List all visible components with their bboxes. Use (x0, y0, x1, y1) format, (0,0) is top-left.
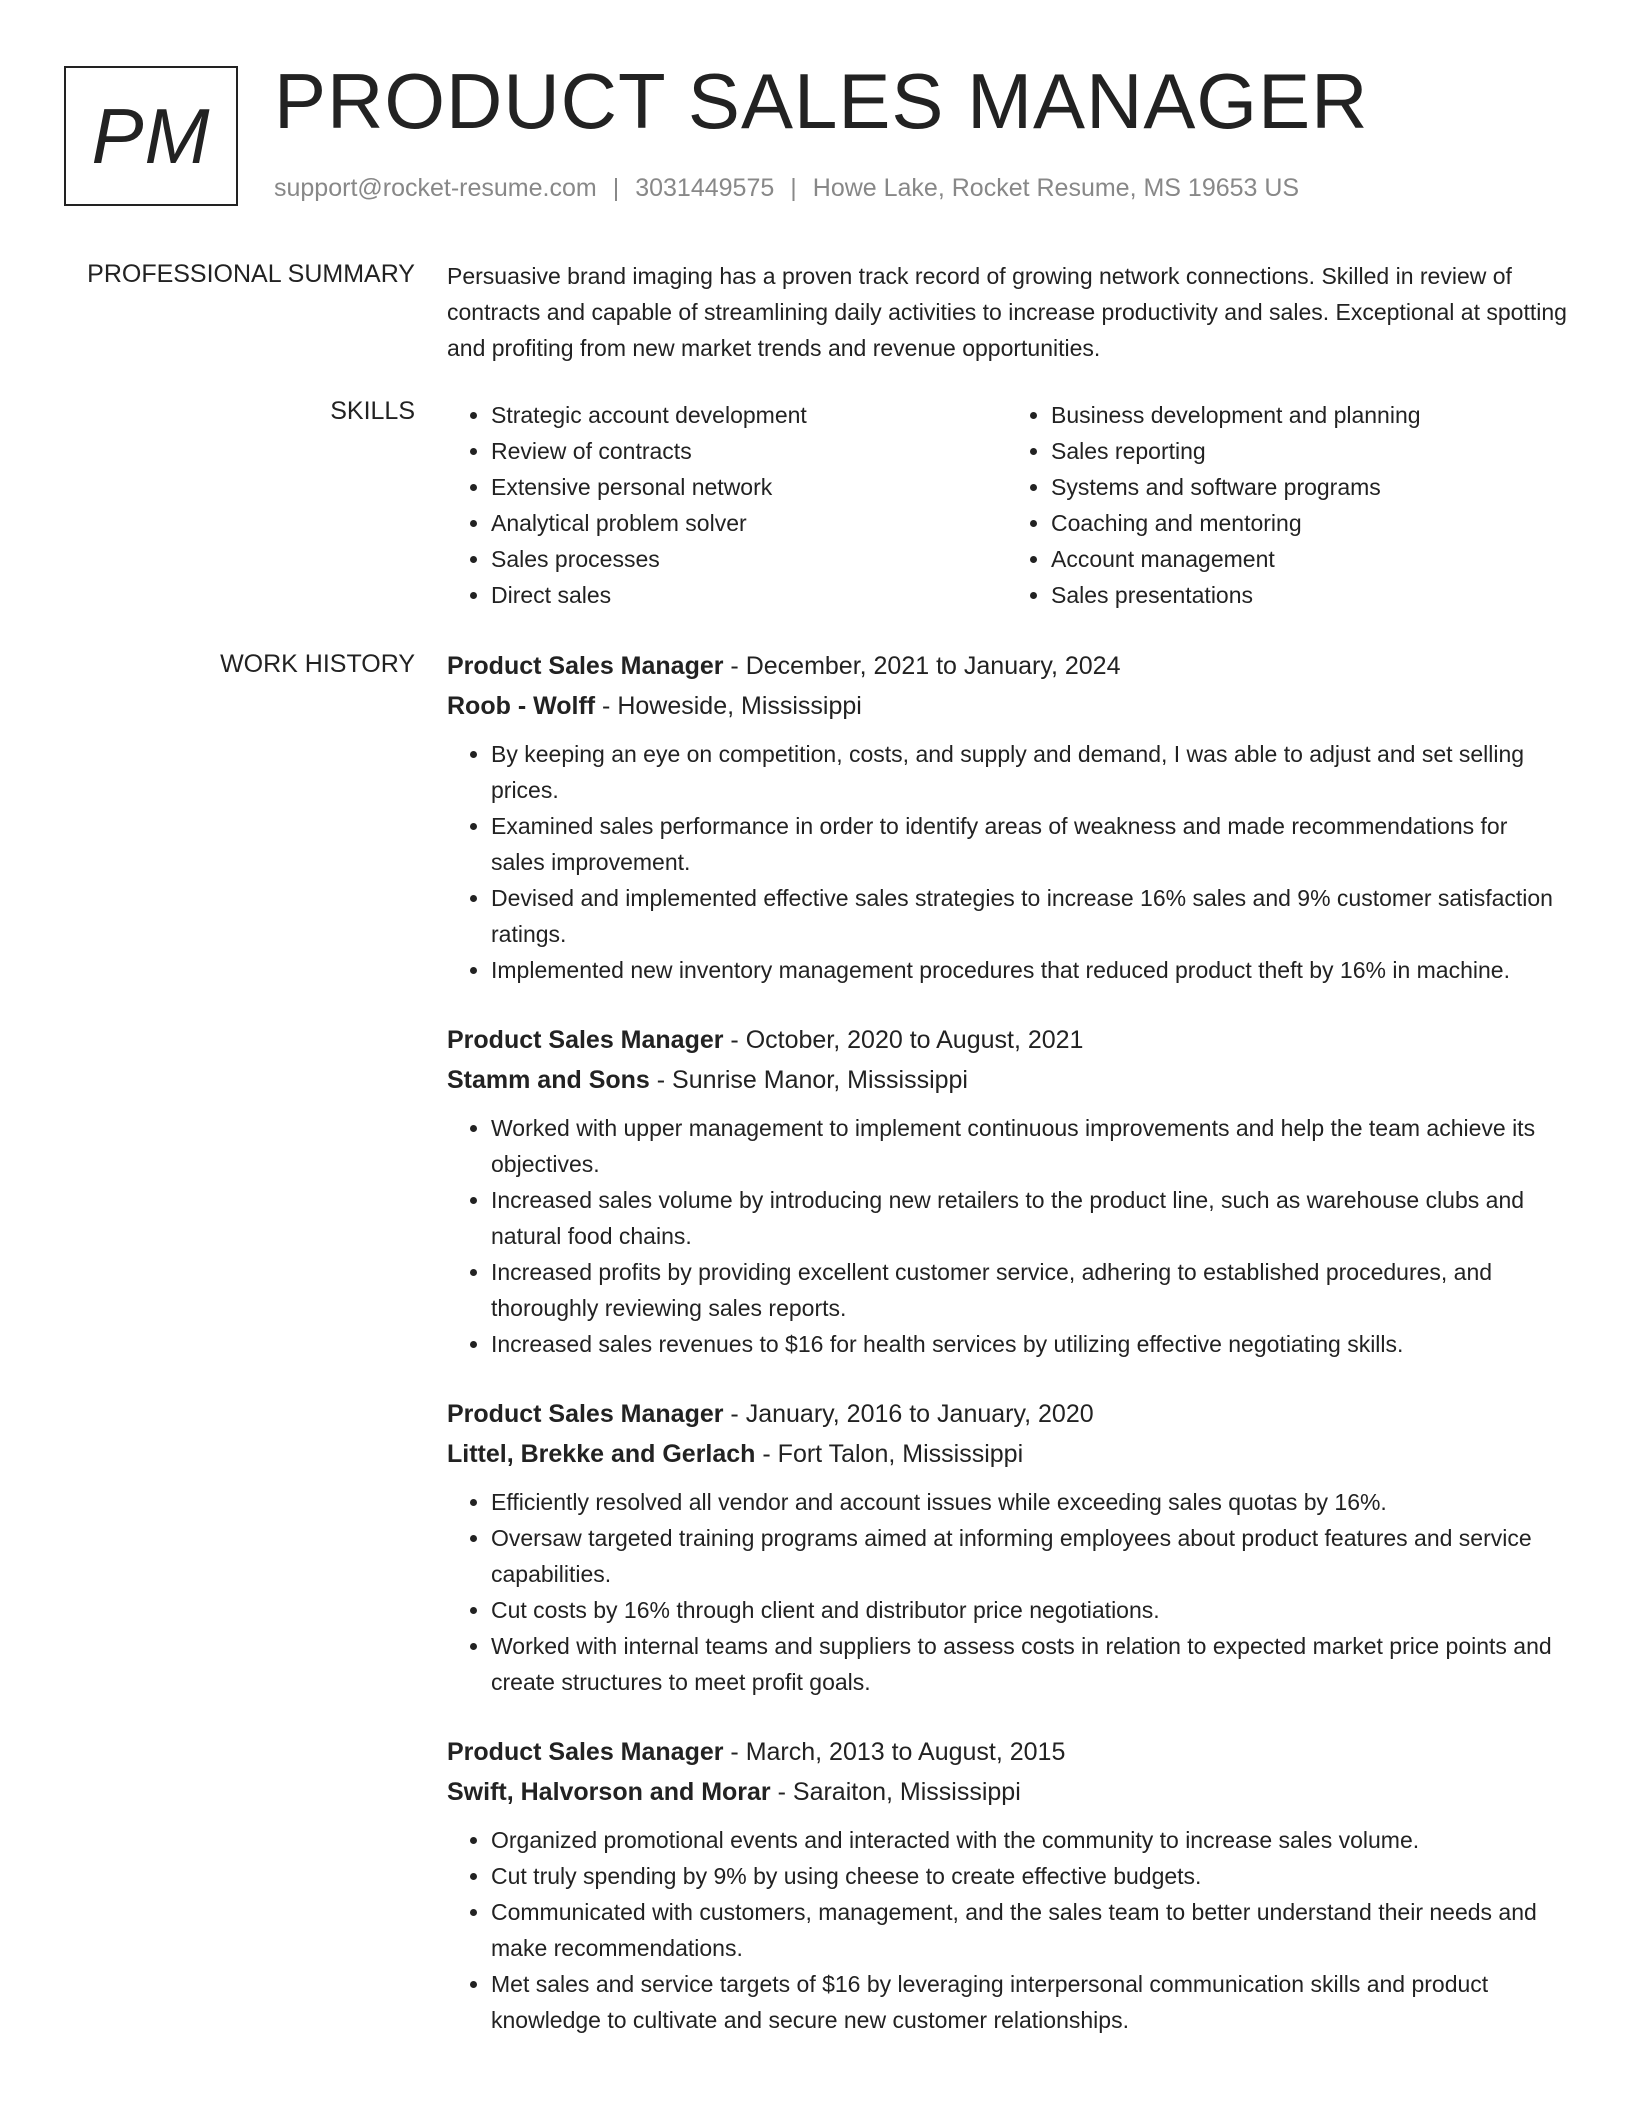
job-entry (447, 1732, 1567, 2038)
job-company: Roob - Wolff (447, 692, 596, 720)
job-location: - Fort Talon, Mississippi (755, 1440, 1024, 1468)
job-bullet: • Worked with internal teams and suppliers to assess costs in relation to expected market price points and create structures to meet profit goals. (491, 1628, 1567, 1700)
job-bullet: • Examined sales performance in order to identify areas of weakness and made recommendations for sales improvement. (491, 808, 1567, 880)
job-dates: - January, 2016 to January, 2020 (723, 1400, 1094, 1428)
job-title: Product Sales Manager (447, 652, 724, 680)
job-company-line (447, 1772, 1567, 1812)
contact-email[interactable]: support@rocket-resume.com (274, 174, 597, 202)
job-bullet: • Met sales and service targets of $16 by leveraging interpersonal communication skills and product knowledge to cultivate and secure new customer relationships. (491, 1966, 1567, 2038)
job-bullet: • Cut costs by 16% through client and distributor price negotiations. (491, 1592, 1567, 1628)
job-entry (447, 1020, 1567, 1362)
job-bullets (447, 1110, 1567, 1362)
skill-item: • Account management (1051, 541, 1567, 577)
job-title-line (447, 1732, 1567, 1772)
job-company: Stamm and Sons (447, 1066, 650, 1094)
resume-title: PRODUCT SALES MANAGER (274, 57, 1369, 145)
skills-list-right (1007, 397, 1567, 613)
job-bullet: • Oversaw targeted training programs aimed at informing employees about product features and service capabilities. (491, 1520, 1567, 1592)
job-bullet: • Devised and implemented effective sales strategies to increase 16% sales and 9% customer satisfaction ratings. (491, 880, 1567, 952)
job-bullet: • Communicated with customers, management, and the sales team to better understand their needs and make recommendations. (491, 1894, 1567, 1966)
skill-item: • Sales presentations (1051, 577, 1567, 613)
job-title: Product Sales Manager (447, 1738, 724, 1766)
job-location: - Saraiton, Mississippi (770, 1778, 1021, 1806)
job-dates: - October, 2020 to August, 2021 (723, 1026, 1084, 1054)
job-title-line (447, 1020, 1567, 1060)
job-bullet: • Organized promotional events and interacted with the community to increase sales volume. (491, 1822, 1567, 1858)
job-bullet: • Implemented new inventory management procedures that reduced product theft by 16% in machine. (491, 952, 1567, 988)
monogram-box (64, 66, 238, 206)
contact-address: Howe Lake, Rocket Resume, MS 19653 US (812, 174, 1300, 202)
job-bullets (447, 1822, 1567, 2038)
job-company-line (447, 1060, 1567, 1100)
work-history-label: WORK HISTORY (220, 650, 415, 678)
job-company-line (447, 1434, 1567, 1474)
skill-item: • Review of contracts (491, 433, 1007, 469)
job-bullet: • Efficiently resolved all vendor and account issues while exceeding sales quotas by 16%. (491, 1484, 1567, 1520)
job-bullet: • Worked with upper management to implement continuous improvements and help the team achieve its objectives. (491, 1110, 1567, 1182)
skills-columns (447, 397, 1567, 613)
skills-list-left (447, 397, 1007, 613)
job-title-line (447, 1394, 1567, 1434)
skill-item: • Analytical problem solver (491, 505, 1007, 541)
job-company: Swift, Halvorson and Morar (447, 1778, 771, 1806)
contact-separator: | (612, 174, 620, 202)
job-bullet: • Increased sales revenues to $16 for health services by utilizing effective negotiating skills. (491, 1326, 1567, 1362)
skills-body (447, 397, 1567, 613)
job-title: Product Sales Manager (447, 1400, 724, 1428)
job-entry (447, 1394, 1567, 1700)
job-location: - Sunrise Manor, Mississippi (649, 1066, 968, 1094)
job-bullet: • Increased profits by providing excellent customer service, adhering to established procedures, and thoroughly reviewing sales reports. (491, 1254, 1567, 1326)
skill-item: • Strategic account development (491, 397, 1007, 433)
job-location: - Howeside, Mississippi (595, 692, 862, 720)
job-bullets (447, 736, 1567, 988)
job-title-line (447, 646, 1567, 686)
job-dates: - December, 2021 to January, 2024 (723, 652, 1121, 680)
job-bullet: • Increased sales volume by introducing new retailers to the product line, such as warehouse clubs and natural food chains. (491, 1182, 1567, 1254)
summary-label: PROFESSIONAL SUMMARY (87, 260, 415, 288)
skill-item: • Direct sales (491, 577, 1007, 613)
skill-item: • Coaching and mentoring (1051, 505, 1567, 541)
contact-separator: | (790, 174, 797, 202)
summary-text: Persuasive brand imaging has a proven track record of growing network connections. Skilled in review of contracts and capable of streamlining daily activities to increase productivity and sales. Exceptional at spotting and profiting from new market trends and revenue opportunities. (447, 263, 1567, 361)
skill-item: • Business development and planning (1051, 397, 1567, 433)
job-dates: - March, 2013 to August, 2015 (723, 1738, 1066, 1766)
skill-item: • Systems and software programs (1051, 469, 1567, 505)
job-bullet: • By keeping an eye on competition, costs, and supply and demand, I was able to adjust and set selling prices. (491, 736, 1567, 808)
skill-item: • Extensive personal network (491, 469, 1007, 505)
skill-item: • Sales reporting (1051, 433, 1567, 469)
job-bullet: • Cut truly spending by 9% by using cheese to create effective budgets. (491, 1858, 1567, 1894)
job-entry (447, 646, 1567, 988)
summary-body (447, 258, 1567, 366)
job-company-line (447, 686, 1567, 726)
contact-phone[interactable]: 3031449575 (635, 174, 775, 202)
job-title: Product Sales Manager (447, 1026, 724, 1054)
skills-label: SKILLS (330, 397, 415, 425)
monogram-initials: PM (91, 91, 211, 180)
contact-line (274, 174, 1299, 203)
job-bullets (447, 1484, 1567, 1700)
skill-item: • Sales processes (491, 541, 1007, 577)
job-company: Littel, Brekke and Gerlach (447, 1440, 756, 1468)
work-history-body (447, 646, 1567, 2070)
